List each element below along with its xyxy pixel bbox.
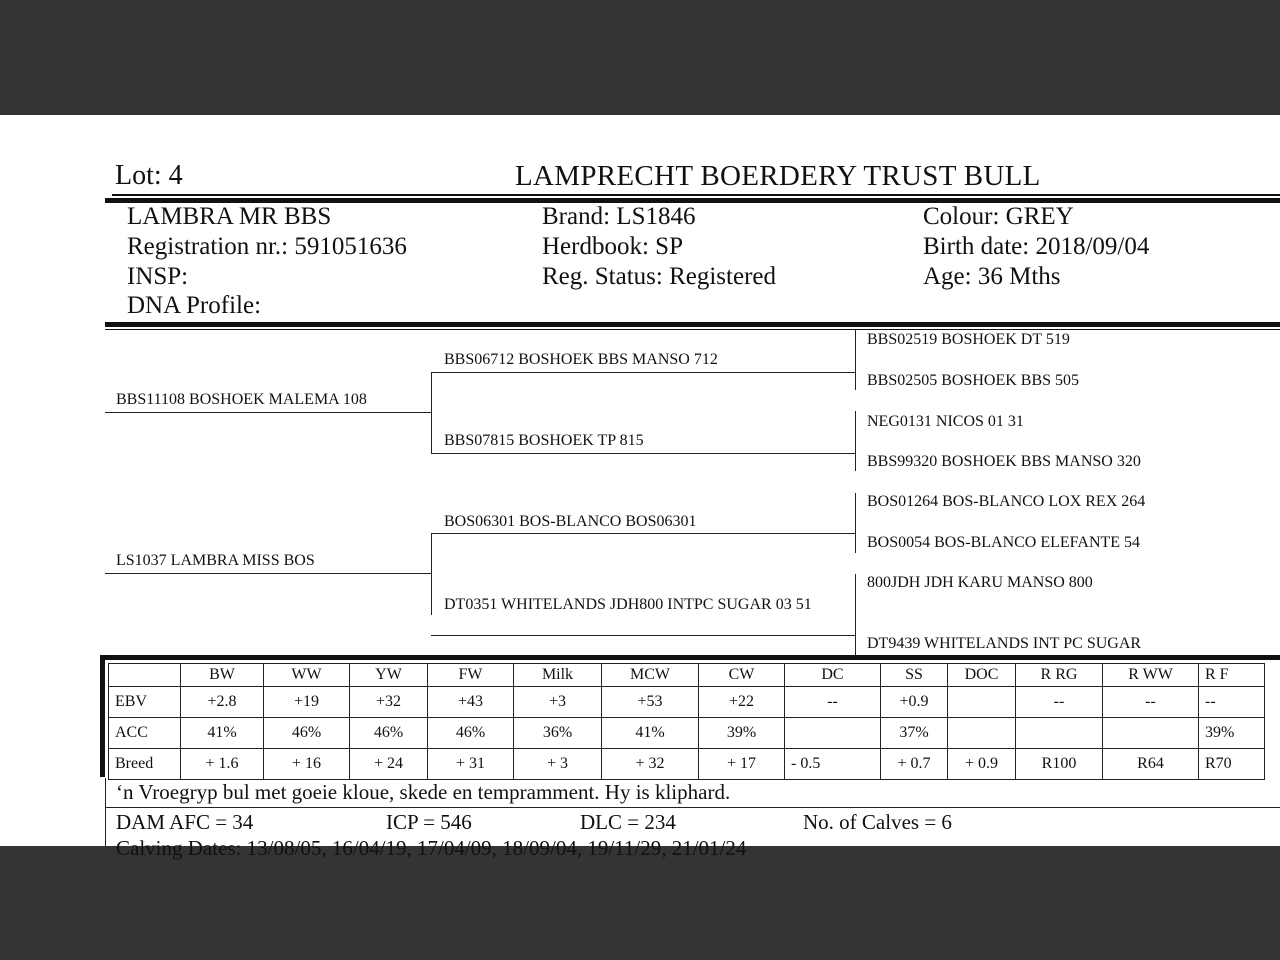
pedigree-sire: BBS11108 BOSHOEK MALEMA 108 [116, 391, 367, 408]
table-header-cell: MCW [602, 664, 699, 687]
footer-left-border [105, 778, 106, 846]
table-cell: -- [1199, 687, 1265, 718]
pedigree-sds: NEG0131 NICOS 01 31 [867, 413, 1024, 430]
ds-line [431, 533, 855, 534]
table-cell: + 32 [602, 749, 699, 780]
table-header-cell [109, 664, 181, 687]
table-cell: R100 [1016, 749, 1103, 780]
comment-divider [105, 807, 1280, 808]
pedigree-ssd: BBS02505 BOSHOEK BBS 505 [867, 372, 1080, 389]
row-label: EBV [109, 687, 181, 718]
pedigree-sire-sire: BBS06712 BOSHOEK BBS MANSO 712 [444, 351, 718, 368]
info-rule-thin [105, 329, 1280, 330]
table-cell: + 1.6 [181, 749, 264, 780]
page-title: LAMPRECHT BOERDERY TRUST BULL [515, 160, 1041, 192]
pedigree-ddd: DT9439 WHITELANDS INT PC SUGAR [867, 635, 1142, 652]
age-field: Age: 36 Mths [923, 263, 1061, 290]
table-cell: 39% [1199, 718, 1265, 749]
row-label: ACC [109, 718, 181, 749]
breed-row [109, 749, 1265, 780]
pedigree-dam-sire: BOS06301 BOS-BLANCO BOS06301 [444, 513, 697, 530]
reg-status-field: Reg. Status: Registered [542, 263, 776, 290]
table-cell: -- [1103, 687, 1199, 718]
ebv-header-row [109, 664, 1265, 687]
registration-number: Registration nr.: 591051636 [127, 233, 407, 260]
dam-afc: DAM AFC = 34 [116, 810, 254, 834]
table-header-cell: SS [881, 664, 948, 687]
table-cell: 36% [514, 718, 602, 749]
table-cell: + 0.7 [881, 749, 948, 780]
table-header-cell: FW [428, 664, 514, 687]
animal-name: LAMBRA MR BBS [127, 203, 332, 230]
table-header-cell: CW [699, 664, 785, 687]
ss-line [431, 372, 855, 373]
table-cell: + 31 [428, 749, 514, 780]
table-cell: +32 [350, 687, 428, 718]
pedigree-sire-dam: BBS07815 BOSHOEK TP 815 [444, 432, 644, 449]
pedigree-sss: BBS02519 BOSHOEK DT 519 [867, 331, 1070, 348]
dam-branch-connector [431, 533, 432, 615]
table-cell: + 17 [699, 749, 785, 780]
info-rule-thick [105, 322, 1280, 327]
table-rule-left [100, 655, 105, 777]
table-cell: +19 [264, 687, 350, 718]
table-cell: +53 [602, 687, 699, 718]
table-cell: 41% [181, 718, 264, 749]
table-cell: +0.9 [881, 687, 948, 718]
table-cell: +3 [514, 687, 602, 718]
sire-line [105, 412, 431, 413]
dd-parents-connector [855, 574, 856, 655]
table-cell: - 0.5 [785, 749, 881, 780]
table-header-cell: R F [1199, 664, 1265, 687]
pedigree-dss: BOS01264 BOS-BLANCO LOX REX 264 [867, 493, 1146, 510]
table-cell: 46% [428, 718, 514, 749]
table-header-cell: YW [350, 664, 428, 687]
table-cell: 46% [264, 718, 350, 749]
header-rule-thin [112, 194, 1280, 196]
table-cell: 41% [602, 718, 699, 749]
insp-field: INSP: [127, 263, 189, 290]
table-cell: R64 [1103, 749, 1199, 780]
table-cell: +22 [699, 687, 785, 718]
dd-line [431, 635, 855, 636]
pedigree-dam-dam: DT0351 WHITELANDS JDH800 INTPC SUGAR 03 51 [444, 596, 812, 613]
table-cell [948, 687, 1016, 718]
colour-field: Colour: GREY [923, 203, 1074, 230]
table-header-cell: R WW [1103, 664, 1199, 687]
ss-parents-connector [855, 330, 856, 390]
brand-field: Brand: LS1846 [542, 203, 696, 230]
table-header-cell: DC [785, 664, 881, 687]
table-cell [1016, 718, 1103, 749]
acc-row [109, 718, 1265, 749]
table-cell: -- [785, 687, 881, 718]
table-header-cell: BW [181, 664, 264, 687]
ds-parents-connector [855, 493, 856, 553]
dna-profile-field: DNA Profile: [127, 292, 262, 319]
dam-icp: ICP = 546 [386, 810, 472, 834]
pedigree-dds: 800JDH JDH KARU MANSO 800 [867, 574, 1093, 591]
table-rule-top [100, 655, 1280, 660]
pedigree-dsd: BOS0054 BOS-BLANCO ELEFANTE 54 [867, 534, 1141, 551]
sd-parents-connector [855, 411, 856, 471]
table-header-cell: WW [264, 664, 350, 687]
table-cell: +2.8 [181, 687, 264, 718]
table-header-cell: Milk [514, 664, 602, 687]
table-header-cell: DOC [948, 664, 1016, 687]
catalogue-page [0, 115, 1280, 860]
table-cell: R70 [1199, 749, 1265, 780]
calving-dates: Calving Dates: 13/08/05, 16/04/19, 17/04/09, 18/09/04, 19/11/29, 21/01/24 [116, 836, 747, 860]
dam-calves: No. of Calves = 6 [803, 810, 952, 834]
table-cell: 39% [699, 718, 785, 749]
table-cell [785, 718, 881, 749]
pedigree-sdd: BBS99320 BOSHOEK BBS MANSO 320 [867, 453, 1141, 470]
table-cell: + 0.9 [948, 749, 1016, 780]
birth-date-field: Birth date: 2018/09/04 [923, 233, 1150, 260]
comment-text: ‘n Vroegryp bul met goeie kloue, skede en tempramment. Hy is kliphard. [116, 780, 731, 804]
table-cell: +43 [428, 687, 514, 718]
table-cell: + 24 [350, 749, 428, 780]
ebv-table [108, 663, 1265, 780]
dam-dlc: DLC = 234 [580, 810, 676, 834]
table-cell [948, 718, 1016, 749]
ebv-row [109, 687, 1265, 718]
herdbook-field: Herdbook: SP [542, 233, 683, 260]
table-header-cell: R RG [1016, 664, 1103, 687]
table-cell: 46% [350, 718, 428, 749]
table-cell: -- [1016, 687, 1103, 718]
sire-branch-connector [431, 372, 432, 454]
table-cell: + 16 [264, 749, 350, 780]
table-cell: 37% [881, 718, 948, 749]
sd-line [431, 453, 855, 454]
dam-line [105, 573, 431, 574]
table-cell [1103, 718, 1199, 749]
pedigree-dam: LS1037 LAMBRA MISS BOS [116, 552, 315, 569]
row-label: Breed [109, 749, 181, 780]
lot-number: Lot: 4 [115, 160, 183, 191]
table-cell: + 3 [514, 749, 602, 780]
